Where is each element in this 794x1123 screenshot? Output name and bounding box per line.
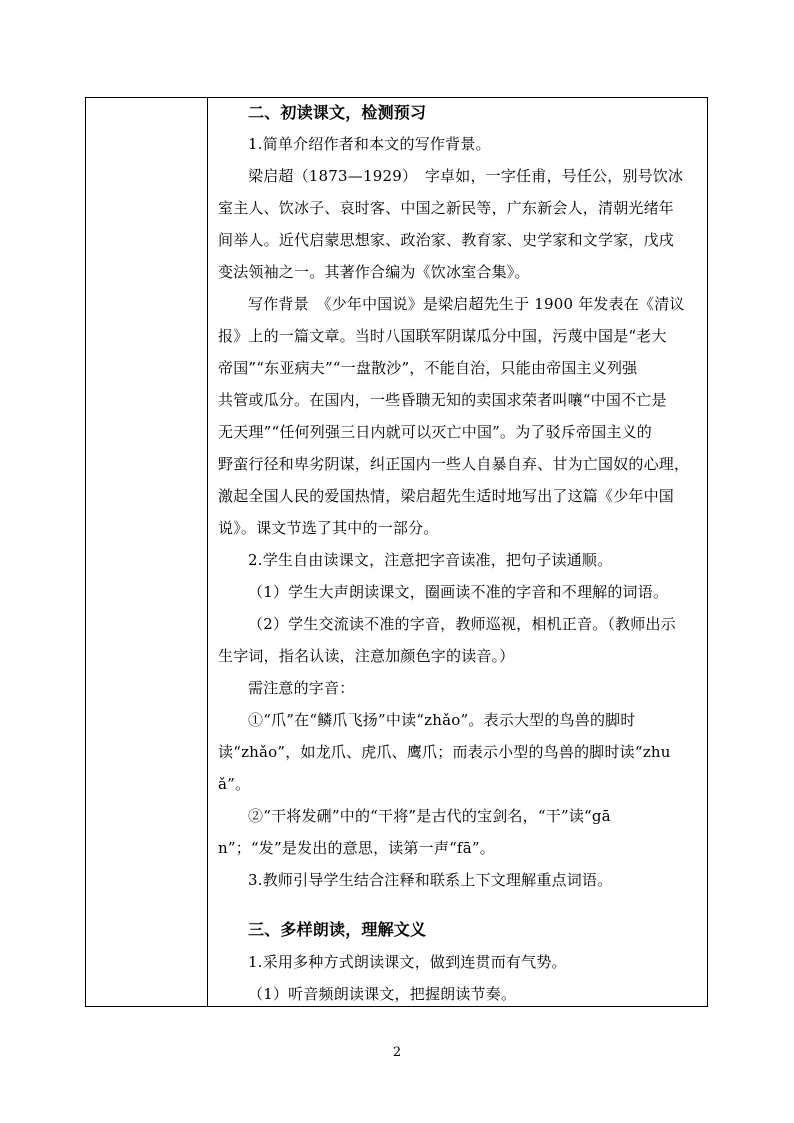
- paragraph-line: 间举人。近代启蒙思想家、政治家、教育家、史学家和文学家，戊戌: [218, 231, 675, 249]
- paragraph-line: 3.教师引导学生结合注释和联系上下文理解重点词语。: [248, 871, 613, 889]
- paragraph-line: 1.简单介绍作者和本文的写作背景。: [248, 135, 491, 153]
- paragraph-line: 读“zhǎo”，如龙爪、虎爪、鹰爪；而表示小型的鸟兽的脚时读“zhu: [218, 743, 671, 761]
- paragraph-line: ǎ”。: [218, 775, 251, 793]
- paragraph-line: 帝国”“东亚病夫”“一盘散沙”，不能自治，只能由帝国主义列强: [218, 359, 638, 377]
- paragraph-line: 报》上的一篇文章。当时八国联军阴谋瓜分中国，污蔑中国是“老大: [218, 327, 667, 345]
- paragraph-line: （1）听音频朗读课文，把握朗读节奏。: [248, 985, 517, 1003]
- section-heading: 三、多样朗读，理解文义: [248, 920, 427, 939]
- paragraph-line: 室主人、饮冰子、哀时客、中国之新民等，广东新会人，清朝光绪年: [218, 199, 675, 217]
- paragraph-line: 写作背景 《少年中国说》是梁启超先生于 1900 年发表在《清议: [248, 295, 685, 313]
- paragraph-line: 需注意的字音：: [248, 679, 355, 697]
- section-heading: 二、初读课文，检测预习: [248, 103, 427, 122]
- paragraph-line: 共管或瓜分。在国内，一些昏聩无知的卖国求荣者叫嚷“中国不亡是: [218, 391, 667, 409]
- paragraph-line: 1.采用多种方式朗读课文，做到连贯而有气势。: [248, 953, 567, 971]
- paragraph-line: 生字词，指名认读，注意加颜色字的读音。）: [218, 647, 515, 665]
- paragraph-line: 2.学生自由读课文，注意把字音读准，把句子读通顺。: [248, 551, 613, 569]
- paragraph-line: n”；“发”是发出的意思，读第一声“fā”。: [218, 839, 495, 857]
- lesson-table: [85, 97, 708, 1007]
- paragraph-line: 变法领袖之一。其著作合编为《饮冰室合集》。: [218, 263, 530, 281]
- table-left-cell: [86, 98, 208, 1006]
- paragraph-line: （2）学生交流读不准的字音，教师巡视，相机正音。（教师出示: [248, 615, 676, 633]
- paragraph-line: 无天理”“任何列强三日内就可以灭亡中国”。为了驳斥帝国主义的: [218, 423, 653, 441]
- paragraph-line: 野蛮行径和卑劣阴谋，纠正国内一些人自暴自弃、甘为亡国奴的心理，: [218, 455, 690, 473]
- table-content-cell: [208, 98, 707, 1006]
- paragraph-line: 梁启超（1873—1929） 字卓如，一字任甫，号任公，别号饮冰: [248, 167, 684, 185]
- paragraph-line: ①“爪”在“鳞爪飞扬”中读“zhǎo”。表示大型的鸟兽的脚时: [248, 711, 636, 729]
- paragraph-line: 激起全国人民的爱国热情，梁启超先生适时地写出了这篇《少年中国: [218, 487, 675, 505]
- paragraph-line: ②“干将发硎”中的“干将”是古代的宝剑名，“干”读“gā: [248, 807, 611, 825]
- page-number: 2: [392, 1045, 402, 1060]
- paragraph-line: （1）学生大声朗读课文，圈画读不准的字音和不理解的词语。: [248, 583, 669, 601]
- paragraph-line: 说》。课文节选了其中的一部分。: [218, 519, 439, 537]
